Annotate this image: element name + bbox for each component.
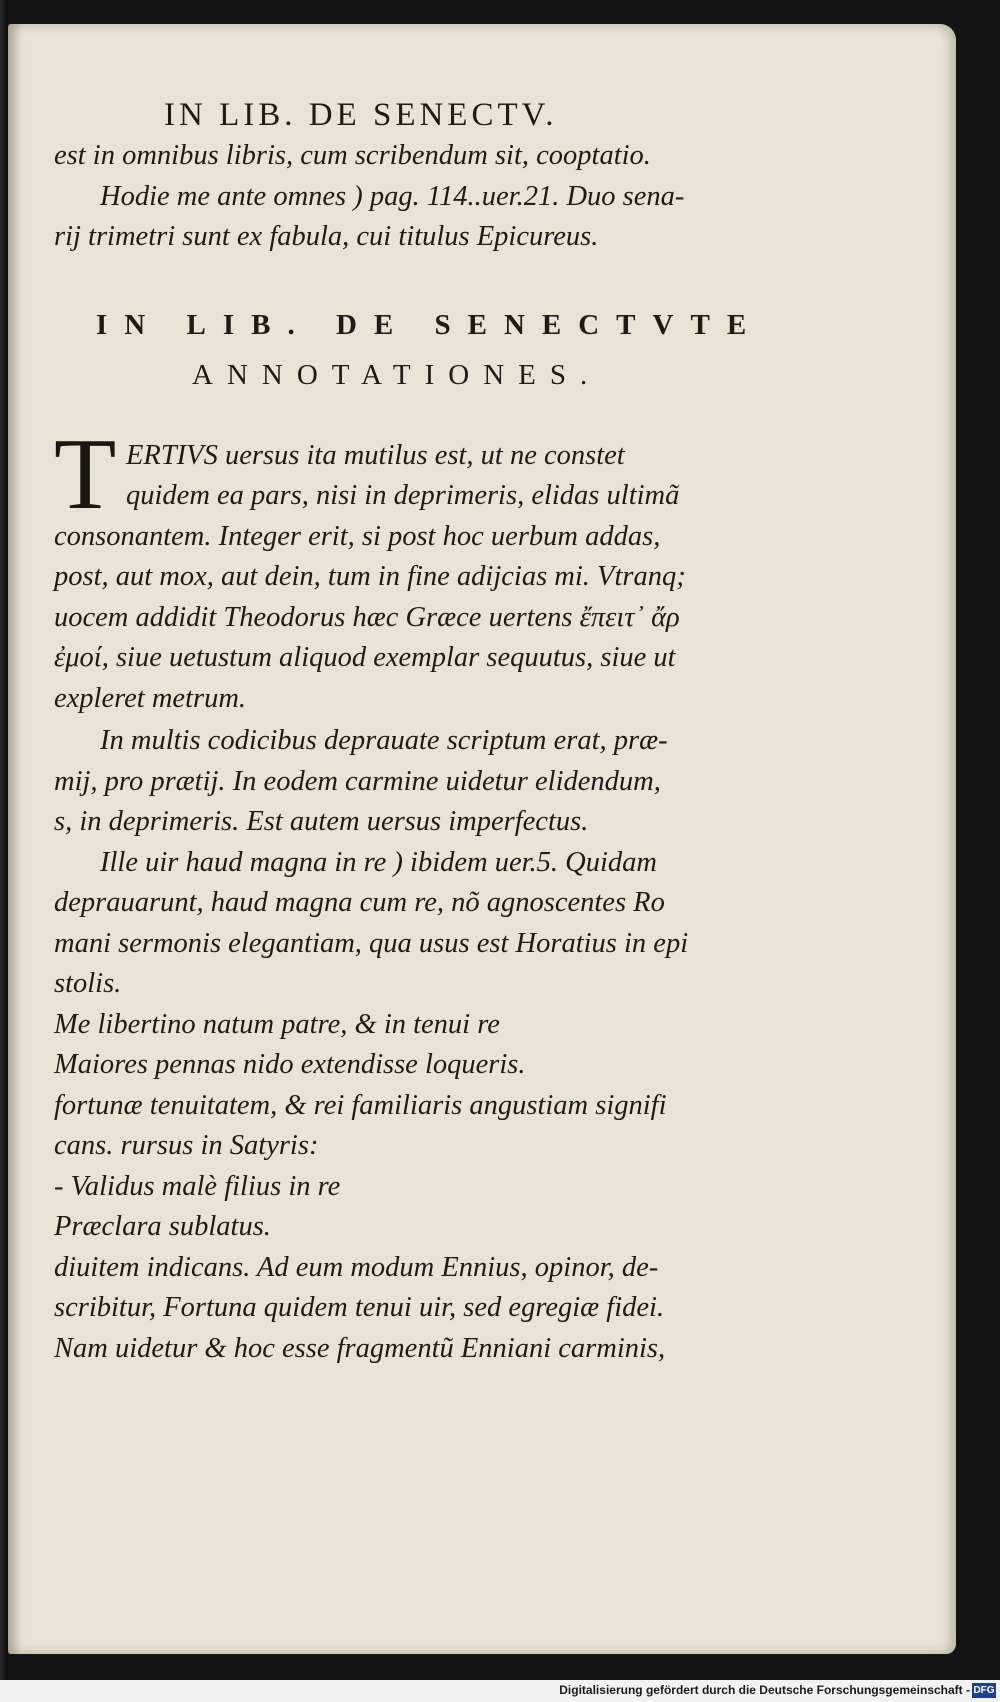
text-line: In multis codicibus deprauate scriptum erat, præ- [100,725,668,756]
paragraph-5 [54,1248,754,1370]
text-line: deprauarunt, haud magna cum re, nõ agnoscentes Ro [54,887,665,918]
text-line: stolis. [54,968,122,999]
scan-background [0,0,8,1702]
text-line: ERTIVS uersus ita mutilus est, ut ne constet [126,439,625,471]
drop-capital: T [54,417,117,531]
paragraph-4 [54,1086,754,1167]
dfg-logo-icon: DFG [973,1685,995,1696]
text-line: Ille uir haud magna in re ) ibidem uer.5. Quidam [100,846,658,878]
text-line: post, aut mox, aut dein, tum in fine adijcias mi. Vtranq; [54,561,686,592]
footer-credit: Digitalisierung gefördert durch die Deutsche Forschungsgemeinschaft - [559,1683,970,1697]
running-head: IN LIB. DE SENECTV. [164,97,558,133]
paragraph-2 [54,721,754,843]
page-gutter-shadow [8,24,22,1654]
text-line: mani sermonis elegantiam, qua usus est Horatius in epi [54,927,689,959]
text-line: quidem ea pars, nisi in deprimeris, elidas ultimã [126,480,680,511]
text-line: scribitur, Fortuna quidem tenui uir, sed egregiæ fidei. [54,1292,665,1323]
verse-line: Maiores pennas nido extendisse loqueris. [54,1049,526,1080]
text-line: consonantem. Integer erit, si post hoc uerbum addas, [54,520,661,552]
section-title-line-2: ANNOTATIONES. [192,358,602,391]
text-line: ἐμοί, siue uetustum aliquod exemplar sequutus, siue ut [54,642,676,673]
text-line: rij trimetri sunt ex fabula, cui titulus Epicureus. [54,221,599,252]
verse-quote-1 [54,1005,754,1086]
text-line: est in omnibus libris, cum scribendum sit, cooptatio. [54,140,651,171]
text-line: expleret metrum. [54,682,247,714]
text-line: Hodie me ante omnes ) pag. 114..uer.21. Duo sena- [100,180,685,212]
paragraph-3 [54,843,754,1005]
paragraph-1 [54,417,754,720]
verse-quote-2 [54,1167,754,1248]
text-line: cans. rursus in Satyris: [54,1130,319,1161]
verse-line: - Validus malè filius in re [54,1170,341,1202]
text-line: diuitem indicans. Ad eum modum Ennius, opinor, de- [54,1251,659,1283]
page-text [54,94,764,1369]
book-page [8,24,956,1654]
section-title-line-1: IN LIB. DE SENECTVTE [96,308,764,341]
text-line: uocem addidit Theodorus hæc Græce uertens ἔπειτ᾽ ἄρ [54,601,680,633]
verse-line: Præclara sublatus. [54,1211,271,1242]
text-line: Nam uidetur & hoc esse fragmentũ Enniani carminis, [54,1332,666,1364]
text-line: fortunæ tenuitatem, & rei familiaris angustiam signifi [54,1089,667,1121]
verse-line: Me libertino natum patre, & in tenui re [54,1008,500,1040]
text-line: mij, pro prætij. In eodem carmine uidetur elidendum, [54,765,661,797]
text-line: s, in deprimeris. Est autem uersus imperfectus. [54,806,589,837]
